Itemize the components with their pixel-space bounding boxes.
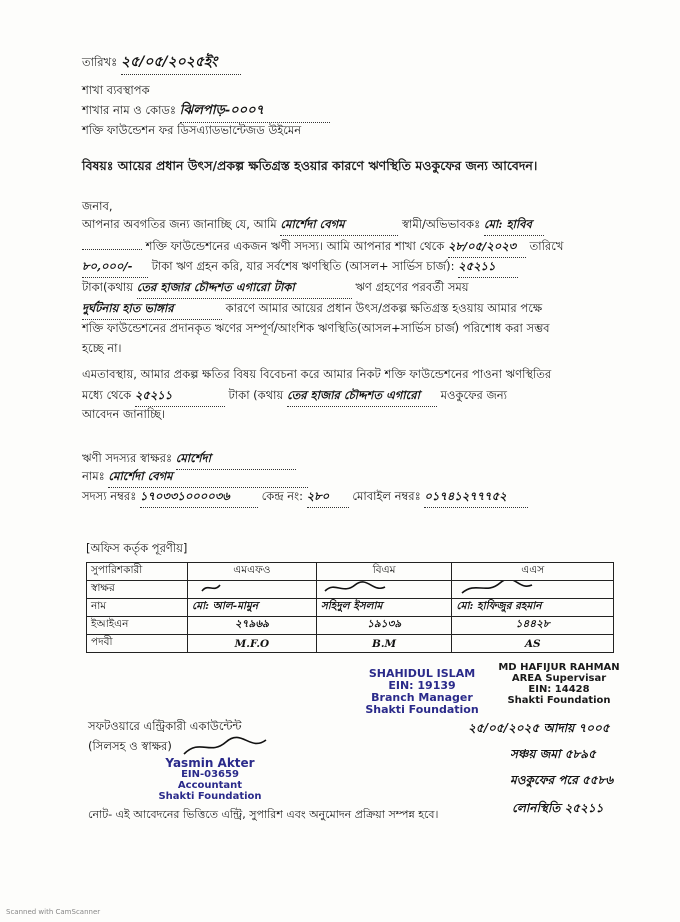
as-stamp — [492, 662, 626, 706]
stamp-name: Yasmin Akter — [165, 756, 255, 770]
waiver-amount: ২৫২১১ — [135, 387, 225, 407]
as-signature-icon — [456, 581, 536, 595]
member-signature: মোর্শেদা — [176, 450, 296, 470]
table-cell: ২৭৯৬৯ — [188, 617, 317, 635]
body-text: টাকা (কথায় — [228, 388, 284, 402]
stamp-org: Shakti Foundation — [365, 703, 479, 716]
row-label: পদবী — [87, 635, 188, 653]
body-line-1 — [82, 216, 602, 236]
branch-line — [82, 101, 330, 123]
body-line-3 — [82, 258, 602, 278]
table-cell: ১৯১৩৯ — [316, 617, 452, 635]
body-text: মওকুফের জন্য — [440, 388, 507, 402]
body-text: টাকা(কথায় — [82, 280, 134, 294]
table-cell: AS — [452, 635, 614, 653]
table-cell: সহিদুল ইসলাম — [316, 599, 452, 617]
table-cell: মো: আল-মামুন — [188, 599, 317, 617]
row-label: ইআইএন — [87, 617, 188, 635]
stamp-name: SHAHIDUL ISLAM — [368, 667, 476, 680]
table-row — [87, 635, 614, 653]
branch-value: ঝিলপাড়-০০০৭ — [180, 101, 330, 123]
table-row — [87, 599, 614, 617]
member-name-label: নামঃ — [82, 469, 105, 483]
accountant-stamp — [150, 758, 270, 802]
stamp-title: AREA Supervisar — [511, 673, 607, 684]
table-header: সুপারিশকারী — [87, 563, 188, 581]
balance-in-words: তের হাজার চৌদ্দশত এগারো টাকা — [137, 279, 352, 299]
guardian-name: মো: হাবিব — [484, 216, 544, 236]
table-cell — [452, 581, 614, 599]
handwritten-note-1: ২৫/০৫/২০২৫ আদায় ৭০০৫ — [468, 721, 610, 735]
stamp-title: Accountant — [177, 780, 243, 791]
table-header: এমএফও — [188, 563, 317, 581]
member-number: ১৭০৩৩১০০০০৩৬ — [140, 488, 258, 508]
mobile-number: ০১৭৪১২৭৭৭৫২ — [424, 488, 528, 508]
office-table — [86, 562, 614, 653]
bm-signature-icon — [321, 581, 391, 595]
body-text: ঋণ গ্রহণের পরবর্তী সময় — [355, 280, 469, 294]
body-line-4 — [82, 279, 602, 299]
stamp-org: Shakti Foundation — [507, 695, 611, 706]
accountant-label: সফটওয়ারে এন্ট্রিকারী একাউন্টেন্ট — [88, 719, 242, 733]
row-label: স্বাক্ষর — [87, 581, 188, 599]
body-text: মধ্যে থেকে — [82, 388, 132, 402]
mfo-signature-icon — [192, 581, 232, 595]
body-text: কারণে আমার আয়ের প্রধান উৎস/প্রকল্প ক্ষতিগ্রস্ত হওয়ায় আমার পক্ষে — [225, 301, 543, 315]
body-p2-line-2 — [82, 387, 602, 407]
table-row — [87, 617, 614, 635]
body-line-7: হচ্ছে না। — [82, 341, 122, 355]
table-header: এএস — [452, 563, 614, 581]
accountant-sub-label: (সিলসহ ও স্বাক্ষর) — [88, 739, 172, 753]
body-p2-line-1: এমতাবস্থায়, আমার প্রকল্প ক্ষতির বিষয় বিবেচনা করে আমার নিকট শক্তি ফাউন্ডেশনের পাওনা ঋণস্থিতির — [82, 367, 552, 381]
loan-date: ২৮/০৫/২০২৩ — [448, 238, 526, 258]
table-cell: ১৪৪২৮ — [452, 617, 614, 635]
date-value: ২৫/০৫/২০২৫ইং — [121, 50, 241, 75]
body-text: তারিখে — [529, 239, 564, 253]
table-header-row — [87, 563, 614, 581]
member-name: মোর্শেদা বেগম — [108, 468, 308, 488]
body-text: শক্তি ফাউন্ডেশনের একজন ঋণী সদস্য। আমি আপনার শাখা থেকে — [145, 239, 445, 253]
office-section-title: [অফিস কর্তৃক পূরণীয়] — [86, 541, 188, 555]
bm-stamp — [360, 668, 484, 716]
loan-balance: ২৫২১১ — [458, 258, 518, 278]
stamp-ein: EIN: 14428 — [528, 684, 590, 695]
center-label: কেন্দ্র নং: — [261, 489, 303, 503]
damage-reason: দুর্ঘটনায় হাত ভাঙ্গার — [82, 300, 222, 320]
stamp-org: Shakti Foundation — [158, 791, 262, 802]
handwritten-note-2: সঞ্চয় জমা ৫৮৯৫ — [510, 747, 596, 761]
member-ids-line — [82, 488, 528, 508]
loan-amount: ৮০,০০০/- — [82, 258, 148, 278]
member-number-label: সদস্য নম্বরঃ — [82, 489, 137, 503]
camscanner-watermark: Scanned with CamScanner — [6, 908, 101, 916]
date-line — [82, 50, 241, 75]
subject-line: বিষয়ঃ আয়ের প্রধান উৎস/প্রকল্প ক্ষতিগ্রস্ত হওয়ার কারণে ঋণস্থিতি মওকুফের জন্য আবেদন। — [82, 158, 538, 173]
salutation: জনাব, — [82, 199, 113, 213]
body-line-2 — [82, 238, 602, 258]
recipient-title: শাখা ব্যবস্থাপক — [82, 83, 150, 97]
mobile-label: মোবাইল নম্বরঃ — [352, 489, 421, 503]
table-cell — [316, 581, 452, 599]
stamp-name: MD HAFIJUR RAHMAN — [498, 662, 620, 673]
body-line-6: শক্তি ফাউন্ডেশনের প্রদানকৃত ঋণের সম্পূর্ণ/আংশিক ঋণস্থিতি(আসল+সার্ভিস চার্জ) পরিশোধ করা সম্ভব — [82, 321, 550, 335]
stamp-title: Branch Manager — [371, 691, 473, 704]
branch-label: শাখার নাম ও কোডঃ — [82, 103, 177, 117]
date-label: তারিখঃ — [82, 55, 118, 69]
stamp-ein: EIN: 19139 — [388, 679, 456, 692]
body-p2-line-3: আবেদন জানাচ্ছি। — [82, 407, 166, 421]
member-signature-label: ঋণী সদস্যর স্বাক্ষরঃ — [82, 451, 173, 465]
center-number: ২৮০ — [307, 488, 349, 508]
table-row — [87, 581, 614, 599]
handwritten-note-3: মওকুফের পরে ৫৫৮৬ — [510, 773, 614, 787]
waiver-in-words: তের হাজার চৌদ্দশত এগারো — [287, 387, 437, 407]
table-cell — [188, 581, 317, 599]
member-signature-line — [82, 450, 296, 470]
member-name-line — [82, 468, 308, 488]
body-text: আপনার অবগতির জন্য জানাচ্ছি যে, আমি — [82, 217, 277, 231]
table-cell: মো: হাফিজুর রহমান — [452, 599, 614, 617]
table-cell: B.M — [316, 635, 452, 653]
table-cell: M.F.O — [188, 635, 317, 653]
row-label: নাম — [87, 599, 188, 617]
body-text: স্বামী/অভিভাবকঃ — [402, 217, 481, 231]
applicant-name: মোর্শেদা বেগম — [280, 216, 398, 236]
stamp-ein: EIN-03659 — [181, 769, 239, 780]
organization-name: শক্তি ফাউন্ডেশন ফর ডিসএ্যাডভান্টেজড উইমেন — [82, 123, 302, 137]
body-text: টাকা ঋণ গ্রহন করি, যার সর্বশেষ ঋণস্থিতি (আসল+ সার্ভিস চার্জ): — [151, 259, 455, 273]
handwritten-note-4: লোনস্থিতি ২৫২১১ — [512, 801, 604, 815]
table-header: বিএম — [316, 563, 452, 581]
body-line-5 — [82, 300, 602, 320]
footer-note: নোট- এই আবেদনের ভিত্তিতে এন্ট্রি, সুপারিশ এবং অনুমোদন প্রক্রিয়া সম্পন্ন হবে। — [88, 808, 439, 821]
